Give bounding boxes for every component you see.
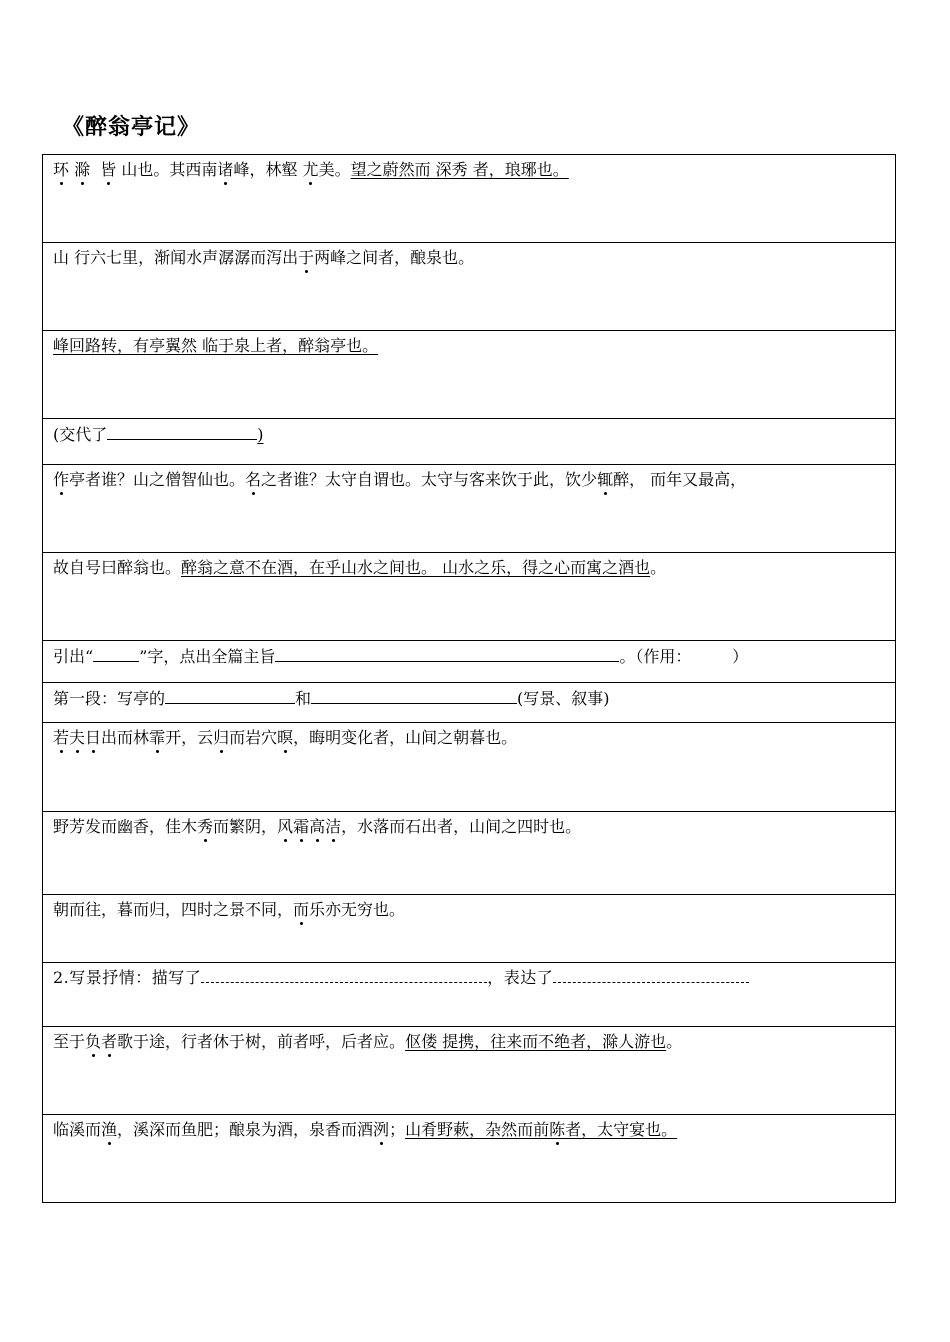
dotted-char: 名 bbox=[245, 470, 262, 489]
text: 和 bbox=[295, 689, 312, 708]
dotted-char: 环 bbox=[53, 160, 70, 179]
text: 出而林 bbox=[101, 728, 150, 747]
underlined-text: 醉翁之意不在酒，在乎山水之间也。 山水之乐，得之心而寓之酒也 bbox=[181, 558, 651, 577]
question-row-8 bbox=[43, 683, 896, 723]
dotted-char: 皆 bbox=[100, 160, 117, 179]
text: ，溪深而鱼肥；酿泉为酒，泉香而酒 bbox=[117, 1120, 374, 1139]
table-row bbox=[43, 1027, 896, 1115]
answer-blank[interactable] bbox=[107, 423, 257, 440]
passage-row-2 bbox=[43, 243, 896, 331]
text: 至于 bbox=[53, 1032, 86, 1051]
answer-blank[interactable] bbox=[553, 968, 749, 983]
dotted-char: 高 bbox=[309, 817, 326, 836]
table-row bbox=[43, 895, 896, 963]
dotted-char: 秀 bbox=[197, 817, 214, 836]
passage-row-5 bbox=[43, 465, 896, 553]
text: 。 bbox=[666, 1032, 683, 1051]
table-row bbox=[43, 155, 896, 243]
text: 歌于途，行者休于树，前者呼，后者应。 bbox=[117, 1032, 406, 1051]
passage-row-14 bbox=[43, 1115, 896, 1203]
dotted-char: 渔 bbox=[101, 1120, 118, 1139]
dotted-char: 辄 bbox=[597, 470, 614, 489]
text: 野芳发而幽香，佳木 bbox=[53, 817, 198, 836]
passage-row-13 bbox=[43, 1027, 896, 1115]
passage-row-10 bbox=[43, 812, 896, 895]
dotted-char: 尤 bbox=[302, 160, 319, 179]
dotted-char: 洌 bbox=[373, 1120, 390, 1139]
passage-row-1 bbox=[43, 155, 896, 243]
dotted-char: 于 bbox=[298, 248, 315, 267]
text: ，晦明变化者，山间之朝暮也。 bbox=[293, 728, 518, 747]
worksheet-table bbox=[42, 154, 896, 1203]
question-row-4 bbox=[43, 419, 896, 465]
table-row bbox=[43, 331, 896, 419]
text: 美。 bbox=[318, 160, 351, 179]
text: (交代了 bbox=[53, 425, 108, 444]
page-title: 《醉翁亭记》 bbox=[62, 114, 201, 140]
table-row bbox=[43, 243, 896, 331]
text: 峰，林壑 bbox=[233, 160, 298, 179]
text: 山 行六七里，渐闻水声潺潺而泻出 bbox=[53, 248, 299, 267]
question-row-7 bbox=[43, 641, 896, 683]
text: 故自号曰醉翁也。 bbox=[53, 558, 182, 577]
underlined-text: 伛偻 提携，往来而不绝者，滁人游也 bbox=[405, 1032, 667, 1051]
dotted-char: 洁 bbox=[325, 817, 342, 836]
table-row bbox=[43, 963, 896, 1027]
passage-row-3 bbox=[43, 331, 896, 419]
dotted-char: 者 bbox=[101, 1032, 118, 1051]
passage-row-9 bbox=[43, 723, 896, 812]
dotted-char: 负 bbox=[85, 1032, 102, 1051]
dotted-char: 霏 bbox=[149, 728, 166, 747]
passage-row-6 bbox=[43, 553, 896, 641]
text: 。 bbox=[650, 558, 667, 577]
table-row bbox=[43, 419, 896, 465]
text: 。（作用： bbox=[619, 647, 692, 666]
table-row bbox=[43, 812, 896, 895]
question-row-12 bbox=[43, 963, 896, 1027]
table-row bbox=[43, 553, 896, 641]
text: 山也。其西南 bbox=[121, 160, 218, 179]
dotted-char: 陈 bbox=[549, 1120, 566, 1139]
text: ”字，点出全篇主旨 bbox=[139, 647, 276, 666]
underlined-text: 望之蔚然而 深秀 者，琅琊也。 bbox=[350, 160, 569, 179]
underlined-text: 者，太守宴也。 bbox=[565, 1120, 678, 1139]
text: ) bbox=[257, 425, 264, 444]
answer-blank[interactable] bbox=[275, 645, 619, 662]
text: 临溪而 bbox=[53, 1120, 102, 1139]
table-row bbox=[43, 641, 896, 683]
text: 亭者谁？山之僧智仙也。 bbox=[69, 470, 246, 489]
answer-blank[interactable] bbox=[93, 645, 139, 662]
dotted-char: 日 bbox=[85, 728, 102, 747]
dotted-char: 而 bbox=[293, 900, 310, 919]
table-row bbox=[43, 1115, 896, 1203]
table-row bbox=[43, 465, 896, 553]
text: ； bbox=[389, 1120, 406, 1139]
table-row bbox=[43, 723, 896, 812]
dotted-char: 若 bbox=[53, 728, 70, 747]
dotted-char: 暝 bbox=[277, 728, 294, 747]
text: 两峰之间者，酿泉也。 bbox=[314, 248, 475, 267]
underlined-text: 山肴野蔌，杂然而前 bbox=[405, 1120, 550, 1139]
text: 之者谁？太守自谓也。太守与客来饮于此，饮少 bbox=[261, 470, 598, 489]
answer-blank[interactable] bbox=[201, 968, 487, 983]
dotted-char: 滁 bbox=[74, 160, 91, 179]
text: 第一段：写亭的 bbox=[53, 689, 166, 708]
passage-row-11 bbox=[43, 895, 896, 963]
text: ，水落而石出者，山间之四时也。 bbox=[341, 817, 582, 836]
dotted-char: 夫 bbox=[69, 728, 86, 747]
table-row bbox=[43, 683, 896, 723]
text: 开，云 bbox=[165, 728, 214, 747]
dotted-char: 风 bbox=[277, 817, 294, 836]
answer-blank[interactable] bbox=[165, 687, 295, 704]
answer-blank[interactable] bbox=[311, 687, 517, 704]
text: 引出“ bbox=[53, 647, 94, 666]
text: ） bbox=[732, 647, 749, 666]
text: 朝而往，暮而归，四时之景不同， bbox=[53, 900, 294, 919]
text: ，表达了 bbox=[487, 968, 554, 987]
text: 2.写景抒情：描写了 bbox=[53, 968, 202, 987]
text: 而岩穴 bbox=[229, 728, 278, 747]
text: 乐亦无穷也。 bbox=[309, 900, 406, 919]
text: 醉， 而年又最高， bbox=[613, 470, 747, 489]
text: 而繁阴， bbox=[213, 817, 278, 836]
dotted-char: 诸 bbox=[217, 160, 234, 179]
dotted-char: 霜 bbox=[293, 817, 310, 836]
underlined-text: 峰回路转，有亭翼然 临于泉上者，醉翁亭也。 bbox=[53, 336, 379, 355]
dotted-char: 作 bbox=[53, 470, 70, 489]
dotted-char: 归 bbox=[213, 728, 230, 747]
text: (写景、叙事) bbox=[517, 689, 610, 708]
